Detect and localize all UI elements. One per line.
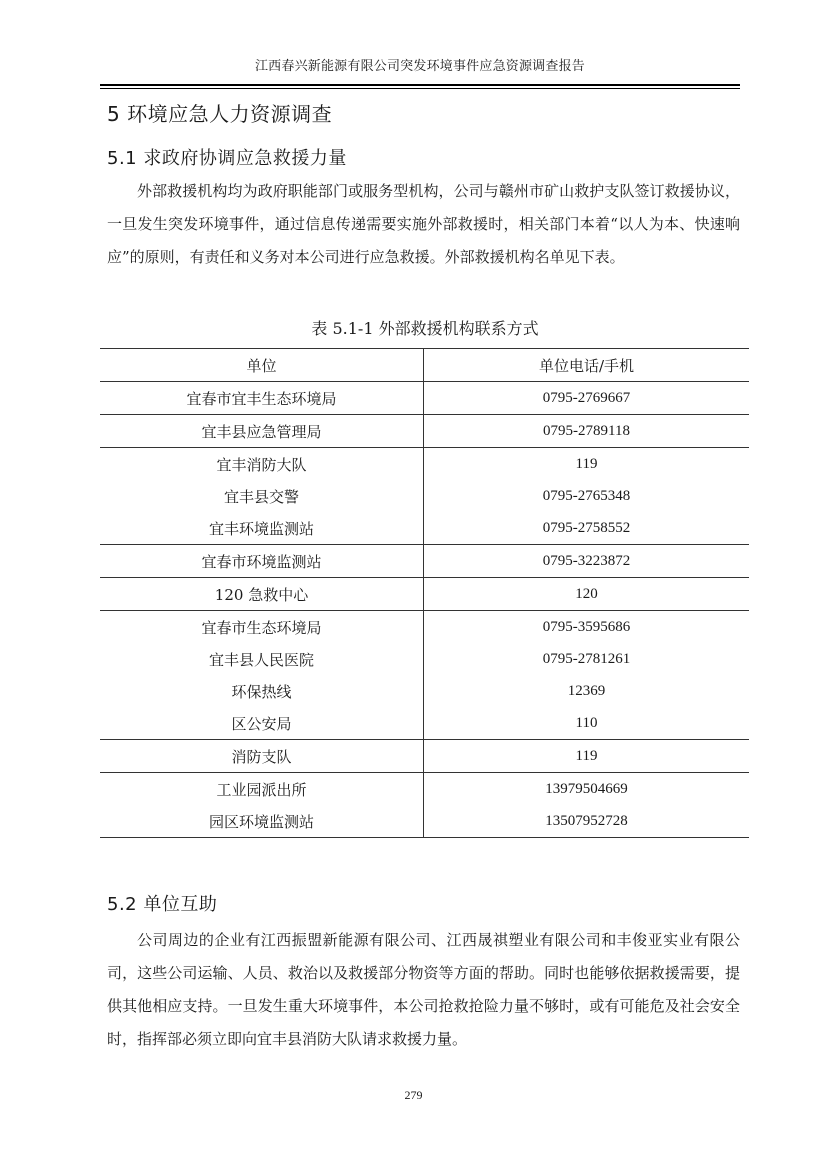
unit-name: 宜丰环境监测站 bbox=[100, 512, 424, 545]
unit-name: 园区环境监测站 bbox=[100, 805, 424, 838]
table-row bbox=[100, 578, 749, 611]
running-header: 江西春兴新能源有限公司突发环境事件应急资源调查报告 bbox=[254, 59, 585, 74]
unit-phone: 0795-2789118 bbox=[424, 415, 750, 448]
unit-phone: 119 bbox=[424, 740, 750, 773]
section-title: 5 环境应急人力资源调查 bbox=[107, 102, 333, 126]
unit-name: 宜丰县应急管理局 bbox=[100, 415, 424, 448]
subsection-5-2-title: 5.2 单位互助 bbox=[107, 894, 218, 915]
page-number: 279 bbox=[404, 1088, 423, 1102]
unit-phone: 0795-2758552 bbox=[542, 519, 631, 536]
unit-phone: 110 bbox=[575, 714, 598, 731]
unit-name: 宜春市环境监测站 bbox=[100, 545, 424, 578]
unit-name: 工业园派出所 bbox=[100, 773, 424, 806]
table-caption: 表 5.1-1 外部救援机构联系方式 bbox=[311, 319, 539, 338]
subsection-5-2-paragraph: 公司周边的企业有江西振盟新能源有限公司、江西晟祺塑业有限公司和丰俊亚实业有限公司，这些公司运输、人员、救治以及救援部分物资等方面的帮助。同时也能够依据救援需要，提供其他相应支持。一旦发生重大环境事件，本公司抢救抢险力量不够时，或有可能危及社会安全时，指挥部必须立即向宜丰县消防大队请求救援力量。 bbox=[107, 931, 740, 1048]
table-row bbox=[100, 480, 749, 512]
unit-phone: 13979504669 bbox=[424, 773, 750, 806]
column-header-unit: 单位 bbox=[100, 349, 424, 382]
unit-phone: 0795-2769667 bbox=[542, 389, 631, 406]
rescue-contacts-table bbox=[100, 348, 749, 838]
unit-phone: 0795-2765348 bbox=[542, 487, 631, 504]
table-row bbox=[100, 805, 749, 838]
unit-phone: 13507952728 bbox=[424, 805, 750, 838]
table-row bbox=[100, 415, 749, 448]
table-row bbox=[100, 675, 749, 707]
column-header-phone: 单位电话/手机 bbox=[424, 349, 750, 382]
subsection-5-1-title: 5.1 求政府协调应急救援力量 bbox=[107, 148, 347, 169]
unit-phone: 0795-2781261 bbox=[542, 650, 631, 667]
unit-phone: 0795-3223872 bbox=[424, 545, 750, 578]
unit-phone: 120 bbox=[424, 578, 750, 611]
unit-name: 消防支队 bbox=[100, 740, 424, 773]
table-row bbox=[100, 643, 749, 675]
unit-name: 宜丰县人民医院 bbox=[100, 643, 424, 675]
unit-name: 宜春市宜丰生态环境局 bbox=[100, 382, 424, 415]
unit-name: 环保热线 bbox=[100, 675, 424, 707]
unit-name: 区公安局 bbox=[100, 707, 424, 740]
subsection-5-1-paragraph: 外部救援机构均为政府职能部门或服务型机构，公司与赣州市矿山救护支队签订救援协议，一旦发生突发环境事件，通过信息传递需要实施外部救援时，相关部门本着“以人为本、快速响应”的原则，有责任和义务对本公司进行应急救援。外部救援机构名单见下表。 bbox=[107, 182, 740, 266]
table-row bbox=[100, 545, 749, 578]
unit-phone: 119 bbox=[424, 448, 750, 481]
table-row bbox=[100, 740, 749, 773]
table-row bbox=[100, 382, 749, 415]
table-row bbox=[100, 611, 749, 644]
unit-name: 宜丰县交警 bbox=[100, 480, 424, 512]
table-row bbox=[100, 512, 749, 545]
unit-name: 120 急救中心 bbox=[100, 578, 424, 611]
unit-name: 宜丰消防大队 bbox=[100, 448, 424, 481]
table-row bbox=[100, 448, 749, 481]
unit-phone: 0795-3595686 bbox=[424, 611, 750, 644]
table-row bbox=[100, 773, 749, 806]
header-rule bbox=[100, 84, 740, 89]
table-header-row bbox=[100, 349, 749, 382]
unit-name: 宜春市生态环境局 bbox=[100, 611, 424, 644]
unit-phone: 12369 bbox=[567, 682, 606, 699]
table-row bbox=[100, 707, 749, 740]
